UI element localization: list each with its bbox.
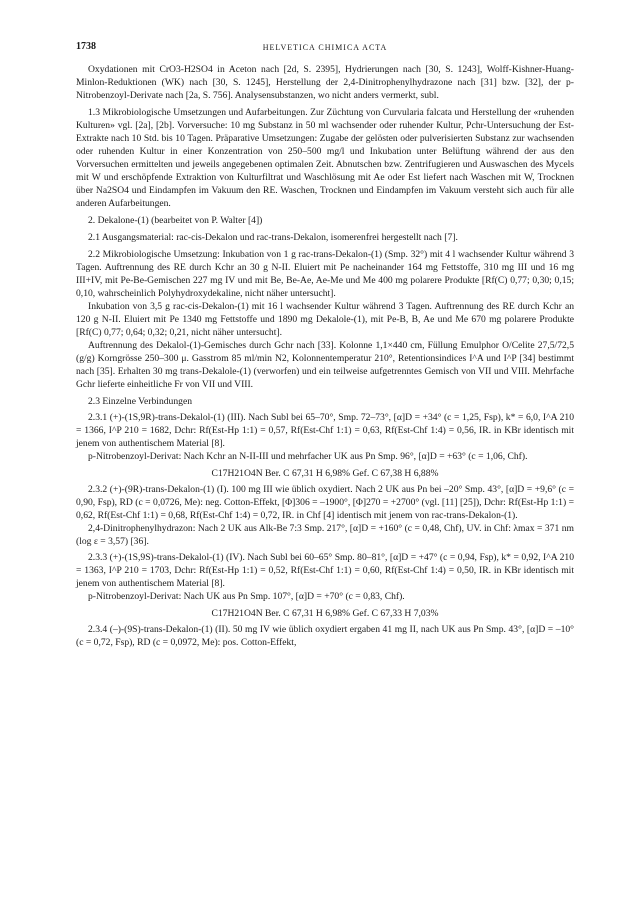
analysis-line-2: C17H21O4N Ber. C 67,31 H 6,98% Gef. C 67,33 H 7,03% xyxy=(211,608,439,619)
paragraph-derivative-2: p-Nitrobenzoyl-Derivat: Nach UK aus Pn Smp. 107°, [α]D = +70° (c = 0,83, Chf). xyxy=(88,591,405,602)
heading-section-2-3: 2.3 Einzelne Verbindungen xyxy=(88,396,192,407)
paragraph-derivative-1: p-Nitrobenzoyl-Derivat: Nach Kchr an N-II-III und mehrfacher UK aus Pn Smp. 96°, [α]D = +63° (c = 1,06, Chf). xyxy=(88,451,528,462)
paper-page xyxy=(76,40,574,649)
paragraph-methods: Oxydationen mit CrO3-H2SO4 in Aceton nach [2d, S. 2395], Hydrierungen nach [30, S. 1243], Wolff-Kishner-Huang-Minlon-Reduktionen (WK) nach [30, S. 1245], Herstellung der 2,4-Dinitrophenylhydrazone nach [31] bzw. [32], der p-Nitrobenzoyl-Derivate nach [2a, S. 756]. Analysensubstanzen, wo nicht anders vermerkt, subl. xyxy=(76,64,574,101)
analysis-line-1: C17H21O4N Ber. C 67,31 H 6,98% Gef. C 67,38 H 6,88% xyxy=(211,468,439,479)
page-header xyxy=(76,40,574,54)
paragraph-section-2-1: 2.1 Ausgangsmaterial: rac-cis-Dekalon und rac-trans-Dekalon, isomerenfrei hergestellt nach [7]. xyxy=(88,232,458,243)
paragraph-section-2-2: 2.2 Mikrobiologische Umsetzung: Inkubation von 1 g rac-trans-Dekalon-(1) (Smp. 32°) mit 4 l wachsender Kultur während 3 Tagen. Auftrennung des RE durch Kchr an 30 g N-II. Eluiert mit Pe nacheinander 164 mg Fettstoffe, 310 mg III und 16 mg III+IV, mit Pe-Be-Gemischen 227 mg IV und mit Be, Be-Ae, Ae-Me und Me 400 mg polarere Produkte [Rf(C) 0,77; 0,30; 0,15; 0,10, wahrscheinlich Polyhydroxydekaline, nicht näher untersucht]. xyxy=(76,249,574,299)
paragraph-section-2-3-4: 2.3.4 (–)-(9S)-trans-Dekalon-(1) (II). 50 mg IV wie üblich oxydiert ergaben 41 mg II, nach UK aus Pn Smp. 43°, [α]D = –10° (c = 0,72, Fsp), RD (c = 0,0972, Me): pos. Cotton-Effekt, xyxy=(76,624,574,648)
paragraph-section-2-3-1: 2.3.1 (+)-(1S,9R)-trans-Dekalol-(1) (III). Nach Subl bei 65–70°, Smp. 72–73°, [α]D = +34° (c = 1,25, Fsp), k* = 6,0, I^A 210 = 1366, I^P 210 = 1682, Dchr: Rf(Est-Hp 1:1) = 0,57, Rf(Est-Chf 1:1) = 0,63, Rf(Est-Chf 1:4) = 0,56, IR. in KBr identisch mit jenem von authentischem Material [8]. xyxy=(76,412,574,449)
heading-section-2: 2. Dekalone-(1) (bearbeitet von P. Walter [4]) xyxy=(88,215,263,226)
page-number: 1738 xyxy=(76,41,96,52)
paragraph-section-1-3: 1.3 Mikrobiologische Umsetzungen und Aufarbeitungen. Zur Züchtung von Curvularia falcata und Herstellung der «ruhenden Kulturen» vgl. [2a], [2b]. Vorversuche: 10 mg Substanz in 50 ml wachsender oder ruhender Kultur, Pchr-Untersuchung der Est-Extrakte nach 10 Std. bis 10 Tagen. Präparative Umsetzungen: Zugabe der gelösten oder pulverisierten Substanz zur wachsenden oder ruhenden Kultur in einer Konzentration von 250–500 mg/l und Inkubation unter Belüftung während der aus den Vorversuchen ermittelten und jeweils angegebenen optimalen Zeit. Abnutschen bzw. Zentrifugieren und Auswaschen des Mycels mit W und erschöpfende Extraktion von Kulturfiltrat und Waschlösung mit Ae oder Est liefert nach Waschen mit W, Trocknen über Na2SO4 und Eindampfen im Vakuum den RE. Waschen, Trocknen und Eindampfen im Vakuum versteht sich auch für alle anderen Aufarbeitungen. xyxy=(76,107,574,209)
paragraph-dnp-hydrazone: 2,4-Dinitrophenylhydrazon: Nach 2 UK aus Alk-Be 7:3 Smp. 217°, [α]D = +160° (c = 0,48, Chf), UV. in Chf: λmax = 371 nm (log ε = 3,57) [36]. xyxy=(76,523,574,547)
journal-title: HELVETICA CHIMICA ACTA xyxy=(262,43,388,52)
paragraph-incubation: Inkubation von 3,5 g rac-cis-Dekalon-(1) mit 16 l wachsender Kultur während 3 Tagen. Auftrennung des RE durch Kchr an 120 g N-II. Eluiert mit Pe 1340 mg Fettstoffe und 1890 mg Dekalole-(1), mit Pe-B, B, Ae und Me 670 mg polarere Produkte [Rf(C) 0,77; 0,64; 0,32; 0,21, nicht näher untersucht]. xyxy=(76,301,574,338)
paragraph-section-2-3-2: 2.3.2 (+)-(9R)-trans-Dekalon-(1) (I). 100 mg III wie üblich oxydiert. Nach 2 UK aus Pn bei –20° Smp. 43°, [α]D = +9,6° (c = 0,90, Fsp), RD (c = 0,0726, Me): neg. Cotton-Effekt, [Φ]306 = –1900°, [Φ]270 = +2700° (vgl. [11] [25]), Dchr: Rf(Est-Hp 1:1) = 0,62, Rf(Est-Chf 1:1) = 0,68, Rf(Est-Chf 1:4) = 0,72, IR. in Chf [4] identisch mit jenem von rac-trans-Dekalon-(1). xyxy=(76,484,574,521)
paragraph-separation: Auftrennung des Dekalol-(1)-Gemisches durch Gchr nach [33]. Kolonne 1,1×440 cm, Füllung Emulphor O/Celite 27,5/72,5 (g/g) Korngrösse 250–300 μ. Gasstrom 85 ml/min N2, Kolonnentemperatur 210°, Retentionsindices I^A und I^P [34] bestimmt nach [35]. Erhalten 30 mg trans-Dekalole-(1) (verworfen) und ein teilweise aufgetrenntes Gemisch von VII und VIII. Mehrfache Gchr lieferte einheitliche Fr von VII und VIII. xyxy=(76,340,574,390)
paragraph-section-2-3-3: 2.3.3 (+)-(1S,9S)-trans-Dekalol-(1) (IV). Nach Subl bei 60–65° Smp. 80–81°, [α]D = +47° (c = 0,94, Fsp), k* = 0,92, I^A 210 = 1363, I^P 210 = 1703, Dchr: Rf(Est-Hp 1:1) = 0,52, Rf(Est-Chf 1:1) = 0,60, Rf(Est-Chf 1:4) = 0,50, IR. in KBr identisch mit jenem von authentischem Material [8]. xyxy=(76,552,574,589)
